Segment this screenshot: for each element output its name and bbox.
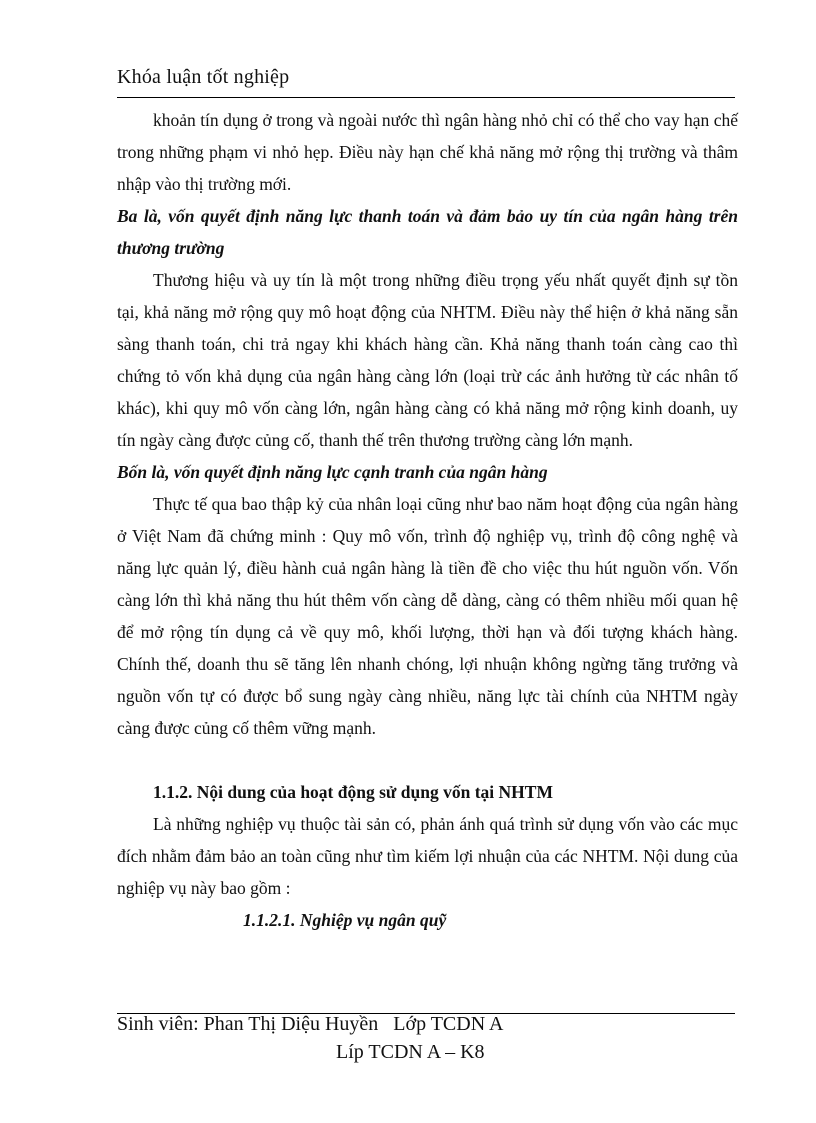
paragraph-section-intro: Là những nghiệp vụ thuộc tài sản có, phản ánh quá trình sử dụng vốn vào các mục đích nhằm đảm bảo an toàn cũng như tìm kiếm lợi nhuận của các NHTM. Nội dung của nghiệp vụ này bao gồm : [117,814,738,898]
document-body [117,104,738,936]
header-divider [117,97,735,98]
paragraph-reputation: Thương hiệu và uy tín là một trong những điều trọng yếu nhất quyết định sự tồn tại, khả năng mở rộng quy mô hoạt động của NHTM. Điều này thể hiện ở khả năng sẵn sàng thanh toán, chi trả ngay khi khách hàng cần. Khả năng thanh toán càng cao thì chứng tỏ vốn khả dụng của ngân hàng càng lớn (loại trừ các ảnh hưởng từ các nhân tố khác), khi quy mô vốn càng lớn, ngân hàng càng có khả năng mở rộng kinh doanh, uy tín ngày càng được củng cố, thanh thế trên thương trường càng lớn mạnh. [117,270,738,450]
subheading-fourth-point: Bốn là, vốn quyết định năng lực cạnh tranh của ngân hàng [117,462,548,482]
subsection-heading: 1.1.2.1. Nghiệp vụ ngân quỹ [243,910,447,930]
paragraph-continuation: khoản tín dụng ở trong và ngoài nước thì ngân hàng nhỏ chỉ có thể cho vay hạn chế trong những phạm vi nhỏ hẹp. Điều này hạn chế khả năng mở rộng thị trường và thâm nhập vào thị trường mới. [117,110,738,194]
subheading-third-point: Ba là, vốn quyết định năng lực thanh toán và đảm bảo uy tín của ngân hàng trên thương trường [117,206,738,258]
footer-class-info: Líp TCDN A – K8 [336,1041,485,1063]
footer-student-info: Sinh viên: Phan Thị Diệu Huyền Lớp TCDN A [117,1013,504,1035]
running-header-title: Khóa luận tốt nghiệp [117,66,290,88]
section-heading: 1.1.2. Nội dung của hoạt động sử dụng vốn tại NHTM [153,782,553,802]
paragraph-competition: Thực tế qua bao thập kỷ của nhân loại cũng như bao năm hoạt động của ngân hàng ở Việt Nam đã chứng minh : Quy mô vốn, trình độ nghiệp vụ, trình độ công nghệ và năng lực quản lý, điều hành cuả ngân hàng là tiền đề cho việc thu hút nguồn vốn. Vốn càng lớn thì khả năng thu hút thêm vốn càng dễ dàng, càng có thêm nhiều mối quan hệ để mở rộng tín dụng cả về quy mô, khối lượng, thời hạn và đối tượng khách hàng. Chính thế, doanh thu sẽ tăng lên nhanh chóng, lợi nhuận không ngừng tăng trưởng và nguồn vốn tự có được bổ sung ngày càng nhiều, năng lực tài chính của NHTM ngày càng được củng cố thêm vững mạnh. [117,494,738,738]
